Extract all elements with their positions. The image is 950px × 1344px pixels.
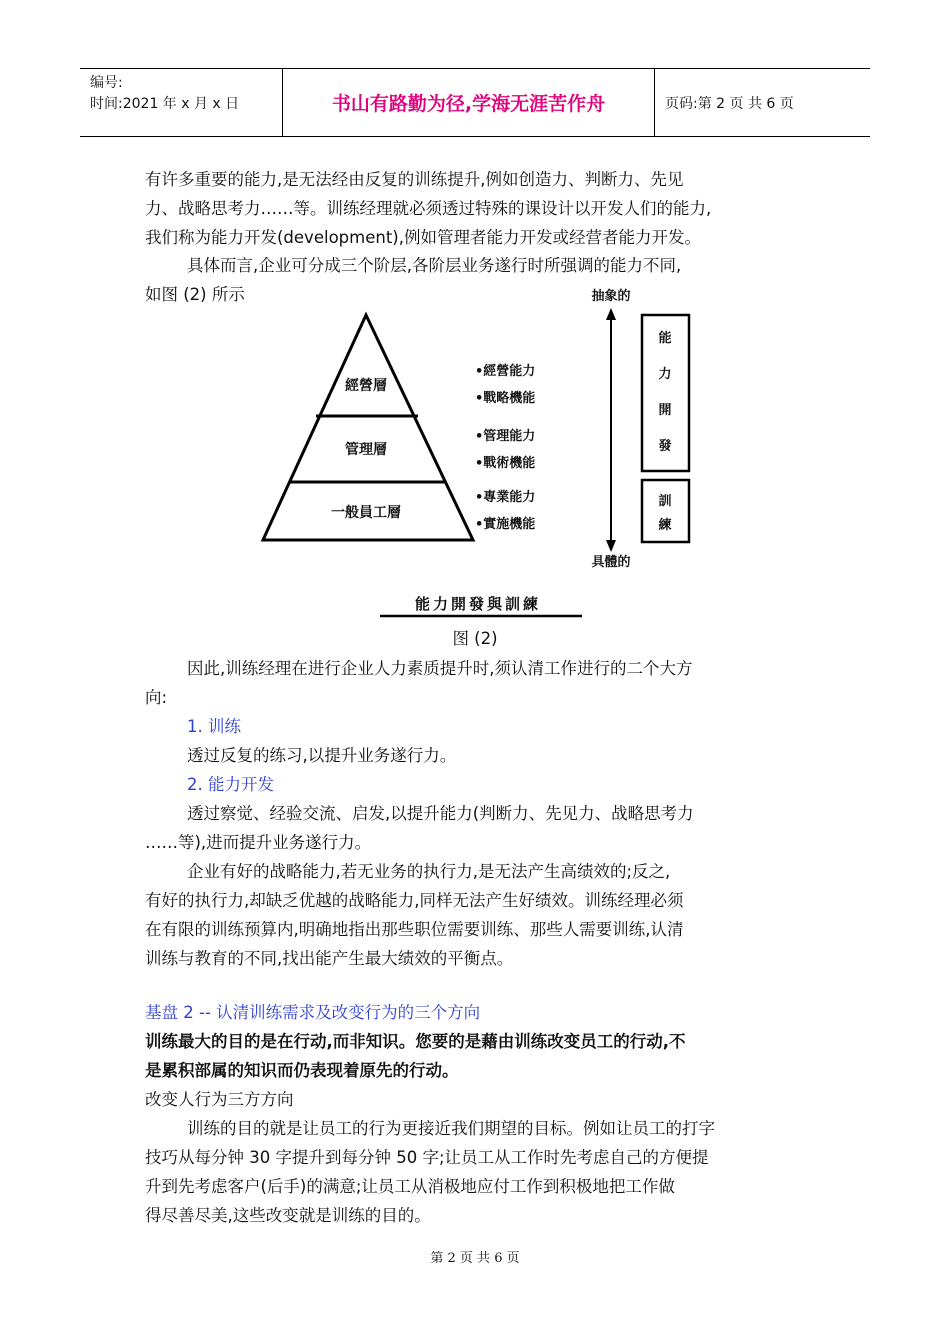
figure-title: 能力開發與訓練: [414, 595, 542, 613]
text-line: 具体而言,企业可分成三个阶层,各阶层业务遂行时所强调的能力不同,: [187, 256, 682, 275]
header-meta: [80, 69, 283, 136]
text-line: 透过察觉、经验交流、启发,以提升能力(判断力、先见力、战略思考力: [187, 804, 694, 823]
box-char: 練: [658, 518, 672, 533]
paragraph-intro: [145, 165, 820, 252]
text-line: 力、战略思考力……等。训练经理就必须透过特殊的课设计以开发人们的能力,: [145, 199, 712, 218]
box-char: 訓: [658, 494, 672, 509]
document-number-label: 编号:: [90, 75, 123, 91]
paragraph-balance: [145, 857, 820, 973]
box-char: 力: [658, 367, 672, 382]
paragraph-tiers: [145, 251, 820, 280]
text-line: 有好的执行力,却缺乏优越的战略能力,同样无法产生好绩效。训练经理必须: [145, 891, 684, 910]
text-line: ……等),进而提升业务遂行力。: [145, 833, 372, 852]
skill-item: •專業能力: [475, 490, 536, 505]
section-title: 基盘 2 -- 认清训练需求及改变行为的三个方向: [145, 1003, 481, 1022]
list-item-training-title: 1. 训练: [187, 717, 241, 736]
document-date-label: 时间:2021 年 x 月 x 日: [90, 96, 240, 112]
text-line: 训练最大的目的是在行动,而非知识。您要的是藉由训练改变员工的行动,不: [145, 1032, 686, 1051]
tier-executive-label: 經營層: [345, 378, 387, 394]
subsection-title: 改变人行为三方方向: [145, 1090, 294, 1109]
axis-concrete-label: 具體的: [591, 555, 631, 570]
list-item-development-text: [145, 799, 820, 857]
text-line: 训练的目的就是让员工的行为更接近我们期望的目标。例如让员工的打字: [187, 1119, 715, 1138]
header-page-info: 页码:第 2 页 共 6 页: [665, 95, 794, 112]
text-line: 我们称为能力开发(development),例如管理者能力开发或经营者能力开发。: [145, 228, 701, 247]
axis-abstract-label: 抽象的: [591, 289, 631, 304]
capability-pyramid-figure: [255, 282, 695, 622]
text-line: 升到先考虑客户(后手)的满意;让员工从消极地应付工作到积极地把工作做: [145, 1177, 675, 1196]
text-line: 因此,训练经理在进行企业人力素质提升时,须认清工作进行的二个大方: [187, 659, 693, 678]
box-char: 能: [658, 331, 672, 346]
tier-staff-label: 一般員工層: [331, 505, 401, 521]
skill-item: •經營能力: [475, 364, 536, 379]
skill-item: •管理能力: [475, 429, 536, 444]
box-char: 開: [658, 403, 672, 418]
text-line: 训练与教育的不同,找出能产生最大绩效的平衡点。: [145, 949, 514, 968]
skill-item: •實施機能: [475, 517, 536, 532]
text-line: 技巧从每分钟 30 字提升到每分钟 50 字;让员工从工作时先考虑自己的方便提: [145, 1148, 709, 1167]
text-line: 是累积部属的知识而仍表现着原先的行动。: [145, 1061, 459, 1080]
page-header: [80, 68, 870, 137]
list-item-development-title: 2. 能力开发: [187, 775, 274, 794]
text-line: 向:: [145, 688, 168, 707]
page-footer: 第 2 页 共 6 页: [430, 1251, 520, 1266]
header-motto: 书山有路勤为径,学海无涯苦作舟: [283, 69, 655, 136]
skill-item: •戰略機能: [475, 391, 536, 406]
box-char: 發: [658, 439, 672, 454]
paragraph-key-point: [145, 1027, 820, 1085]
text-line: 有许多重要的能力,是无法经由反复的训练提升,例如创造力、判断力、先见: [145, 170, 684, 189]
text-line: 企业有好的战略能力,若无业务的执行力,是无法产生高绩效的;反之,: [187, 862, 671, 881]
figure-background: [255, 282, 695, 622]
text-line: 得尽善尽美,这些改变就是训练的目的。: [145, 1206, 431, 1225]
figure-caption: 图 (2): [452, 629, 498, 648]
text-line: 如图 (2) 所示: [145, 285, 245, 304]
paragraph-purpose: [145, 1114, 820, 1230]
list-item-training-text: 透过反复的练习,以提升业务遂行力。: [187, 746, 457, 765]
tier-management-label: 管理層: [345, 442, 387, 458]
skill-item: •戰術機能: [475, 456, 536, 471]
text-line: 在有限的训练预算内,明确地指出那些职位需要训练、那些人需要训练,认清: [145, 920, 684, 939]
paragraph-directions: [145, 654, 820, 712]
